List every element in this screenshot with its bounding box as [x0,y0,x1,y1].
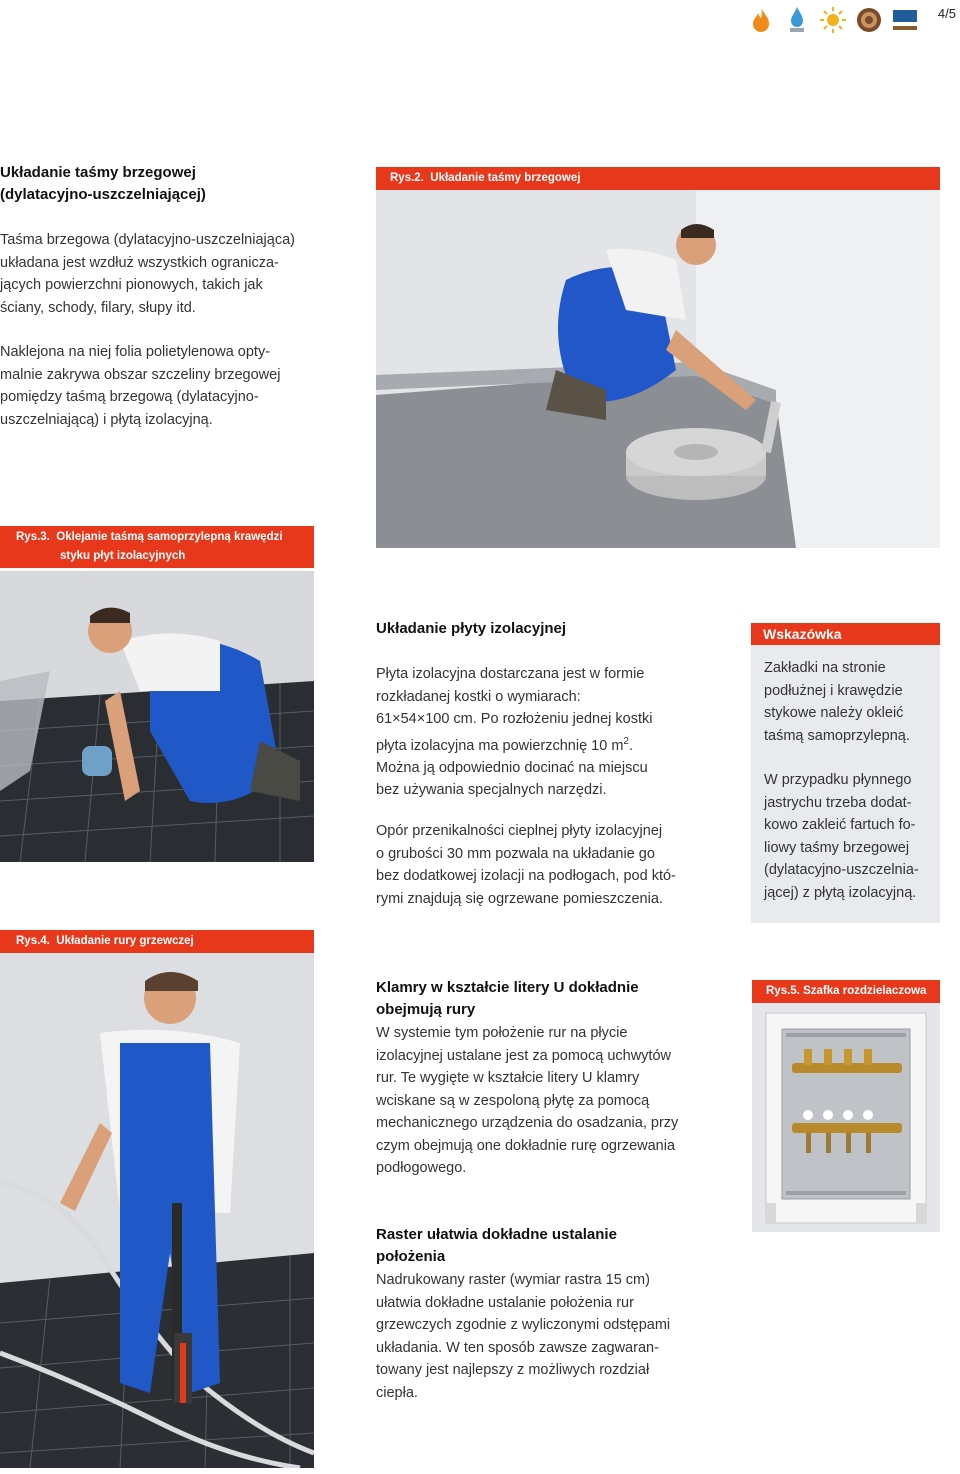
figure-2-caption: Rys.2. Układanie taśmy brzegowej [376,167,940,190]
section-title-insulation-board: Układanie płyty izolacyjnej [376,620,567,637]
section-title-edge-strip: Układanie taśmy brzegowej (dylatacyjno-uszczelniającej) [0,164,206,203]
insulation-paragraph-1: Płyta izolacyjna dostarczana jest w formie rozkładanej kostki o wymiarach: 61×54×100 cm. Po rozłożeniu jednej kostki płyta izolacyjna ma powierzchnię 10 $m^2$. Można ją odpowiednio docinać na miejscu bez używania specjalnych narzędzi. [376,666,653,799]
figure-5-photo [752,1003,940,1232]
figure-4-caption: Rys.4. Układanie rury grzewczej [0,930,314,953]
figure-2-photo [376,190,940,548]
u-clips-paragraph: W systemie tym położenie rur na płycie izolacyjnej ustalane jest za pomocą uchwytów rur. Te wygięte w kształcie litery U klamry wciskane są w zespoloną płytę za pomocą mechanicznego urządzenia do osadzania, przy czym obejmują one dokładnie rurę ogrzewania podłogowego. [376,1025,679,1176]
figure-3-photo [0,571,314,862]
tip-body: Zakładki na stronie podłużnej i krawędzie stykowe należy okleić taśmą samoprzylepną. W przypadku płynnego jastrychu trzeba dodat- kowo zakleić fartuch fo- liowy taśmy brzegowej (dylatacyjno-uszczelnia- jącej) z płytą izolacyjną. [764,660,919,901]
page-number: 4/5 [937,6,956,21]
flame-icon [746,6,776,34]
biomass-icon [854,6,884,34]
energy-icons [746,6,920,34]
grid-paragraph: Nadrukowany raster (wymiar rastra 15 cm) ułatwia dokładne ustalanie położenia rur grzewczych zgodnie z wyliczonymi odstępami układania. W ten sposób zawsze zagwaran- towany jest najlepszy z możliwych rozdział ciepła. [376,1272,671,1401]
figure-3-caption: Rys.3. Oklejanie taśmą samoprzylepną krawędzi styku płyt izolacyjnych [0,526,314,568]
figure-5-caption: Rys.5. Szafka rozdzielaczowa [752,980,940,1003]
section-title-grid: Raster ułatwia dokładne ustalanie położenia [376,1226,617,1265]
edge-strip-paragraph-2: Naklejona na niej folia polietylenowa opty- malnie zakrywa obszar szczeliny brzegowej pomiędzy taśmą brzegową (dylatacyjno- uszczelniającą) i płytą izolacyjną. [0,344,281,428]
water-icon [890,6,920,34]
tip-header: Wskazówka [751,623,940,645]
tip-box [751,623,940,923]
gas-flame-icon [782,6,812,34]
sun-icon [818,6,848,34]
figure-4-photo [0,953,314,1468]
edge-strip-paragraph-1: Taśma brzegowa (dylatacyjno-uszczelniająca) układana jest wzdłuż wszystkich ogranicza- jących powierzchni pionowych, takich jak ściany, schody, filary, słupy itd. [0,232,295,316]
section-title-u-clips: Klamry w kształcie litery U dokładnie obejmują rury [376,979,639,1018]
insulation-paragraph-2: Opór przenikalności cieplnej płyty izolacyjnej o grubości 30 mm pozwala na układanie go bez dodatkowej izolacji na podłogach, pod któ- rymi znajdują się ogrzewane pomieszczenia. [376,823,676,907]
